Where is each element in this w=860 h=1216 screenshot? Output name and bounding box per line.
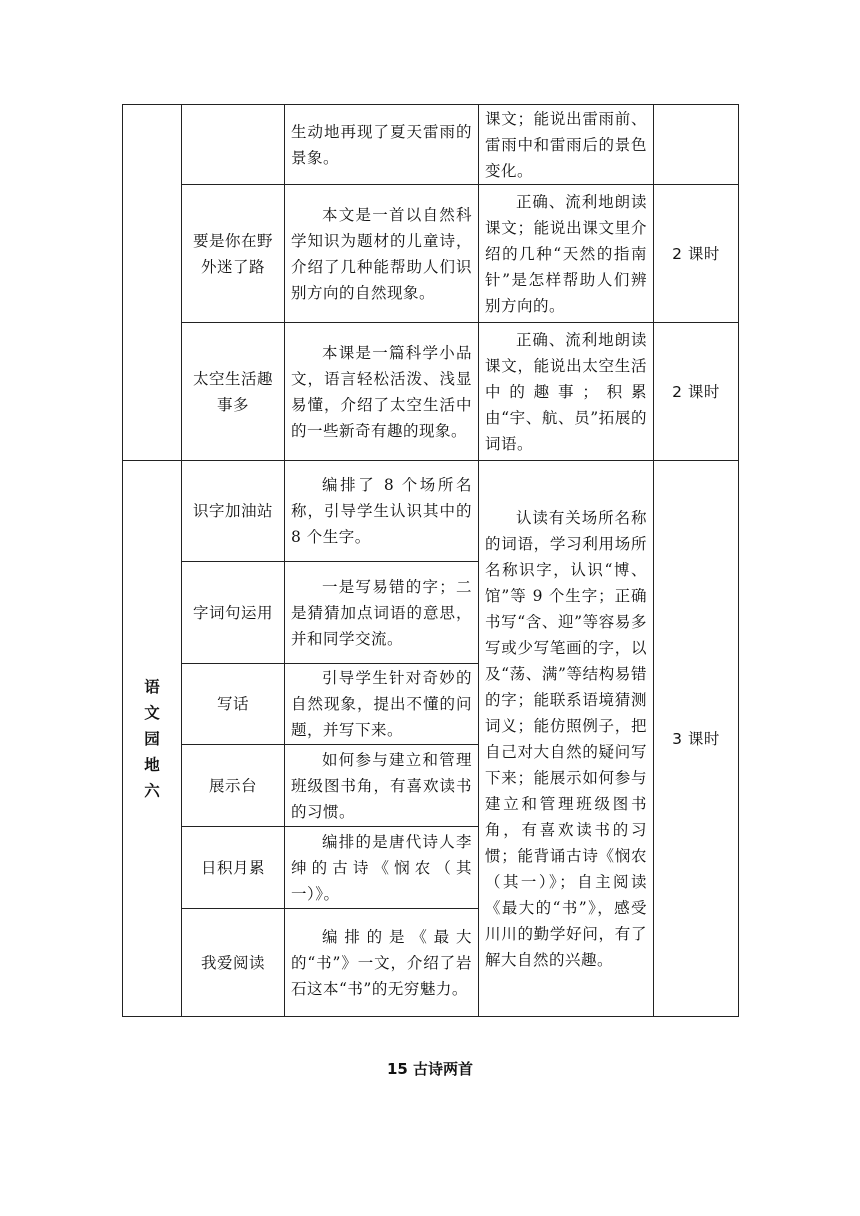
- garden-item-title: 日积月累: [182, 827, 285, 909]
- garden-item-title: 展示台: [182, 745, 285, 827]
- garden-item-title: 写话: [182, 664, 285, 745]
- table-row: [123, 461, 739, 562]
- unit-cell-blank: [123, 105, 182, 461]
- table-row: [123, 185, 739, 323]
- lesson-plan-table: [122, 104, 739, 1017]
- lesson-hours: 2 课时: [654, 185, 739, 323]
- lesson-goal: 课文；能说出雷雨前、雷雨中和雷雨后的景色变化。: [479, 105, 654, 185]
- garden-item-title: 我爱阅读: [182, 909, 285, 1017]
- garden-item-title: 字词句运用: [182, 562, 285, 664]
- garden-hours: 3 课时: [654, 461, 739, 1017]
- unit-name: 语文园地六: [123, 461, 182, 1017]
- lesson-goal: 正确、流利地朗读课文，能说出太空生活中的趣事；积累由“宇、航、员”拓展的词语。: [479, 323, 654, 461]
- section-heading: 15 古诗两首: [386, 1060, 474, 1078]
- table-row: [123, 323, 739, 461]
- lesson-description: 本文是一首以自然科学知识为题材的儿童诗，介绍了几种能帮助人们识别方向的自然现象。: [285, 185, 479, 323]
- lesson-title: 太空生活趣事多: [182, 323, 285, 461]
- garden-item-title: 识字加油站: [182, 461, 285, 562]
- lesson-title: [182, 105, 285, 185]
- lesson-description: 生动地再现了夏天雷雨的景象。: [285, 105, 479, 185]
- table-row: [123, 105, 739, 185]
- garden-goal: 认读有关场所名称的词语，学习利用场所名称识字，认识“博、馆”等 9 个生字；正确书写“含、迎”等容易多写或少写笔画的字，以及“荡、满”等结构易错的字；能联系语境猜测词义；能仿照例子，把自己对大自然的疑问写下来；能展示如何参与建立和管理班级图书角，有喜欢读书的习惯；能背诵古诗《悯农（其一）》；自主阅读《最大的“书”》，感受川川的勤学好问，有了解大自然的兴趣。: [479, 461, 654, 1017]
- lesson-hours: 2 课时: [654, 323, 739, 461]
- garden-item-description: 编排了 8 个场所名称，引导学生认识其中的 8 个生字。: [285, 461, 479, 562]
- garden-item-description: 引导学生针对奇妙的自然现象，提出不懂的问题，并写下来。: [285, 664, 479, 745]
- garden-item-description: 编排的是唐代诗人李绅的古诗《悯农（其一）》。: [285, 827, 479, 909]
- lesson-description: 本课是一篇科学小品文，语言轻松活泼、浅显易懂，介绍了太空生活中的一些新奇有趣的现象。: [285, 323, 479, 461]
- garden-item-description: 一是写易错的字；二是猜猜加点词语的意思，并和同学交流。: [285, 562, 479, 664]
- garden-item-description: 编排的是《最大的“书”》一文，介绍了岩石这本“书”的无穷魅力。: [285, 909, 479, 1017]
- lesson-goal: 正确、流利地朗读课文；能说出课文里介绍的几种“天然的指南针”是怎样帮助人们辨别方向的。: [479, 185, 654, 323]
- garden-item-description: 如何参与建立和管理班级图书角，有喜欢读书的习惯。: [285, 745, 479, 827]
- lesson-hours: [654, 105, 739, 185]
- lesson-title: 要是你在野外迷了路: [182, 185, 285, 323]
